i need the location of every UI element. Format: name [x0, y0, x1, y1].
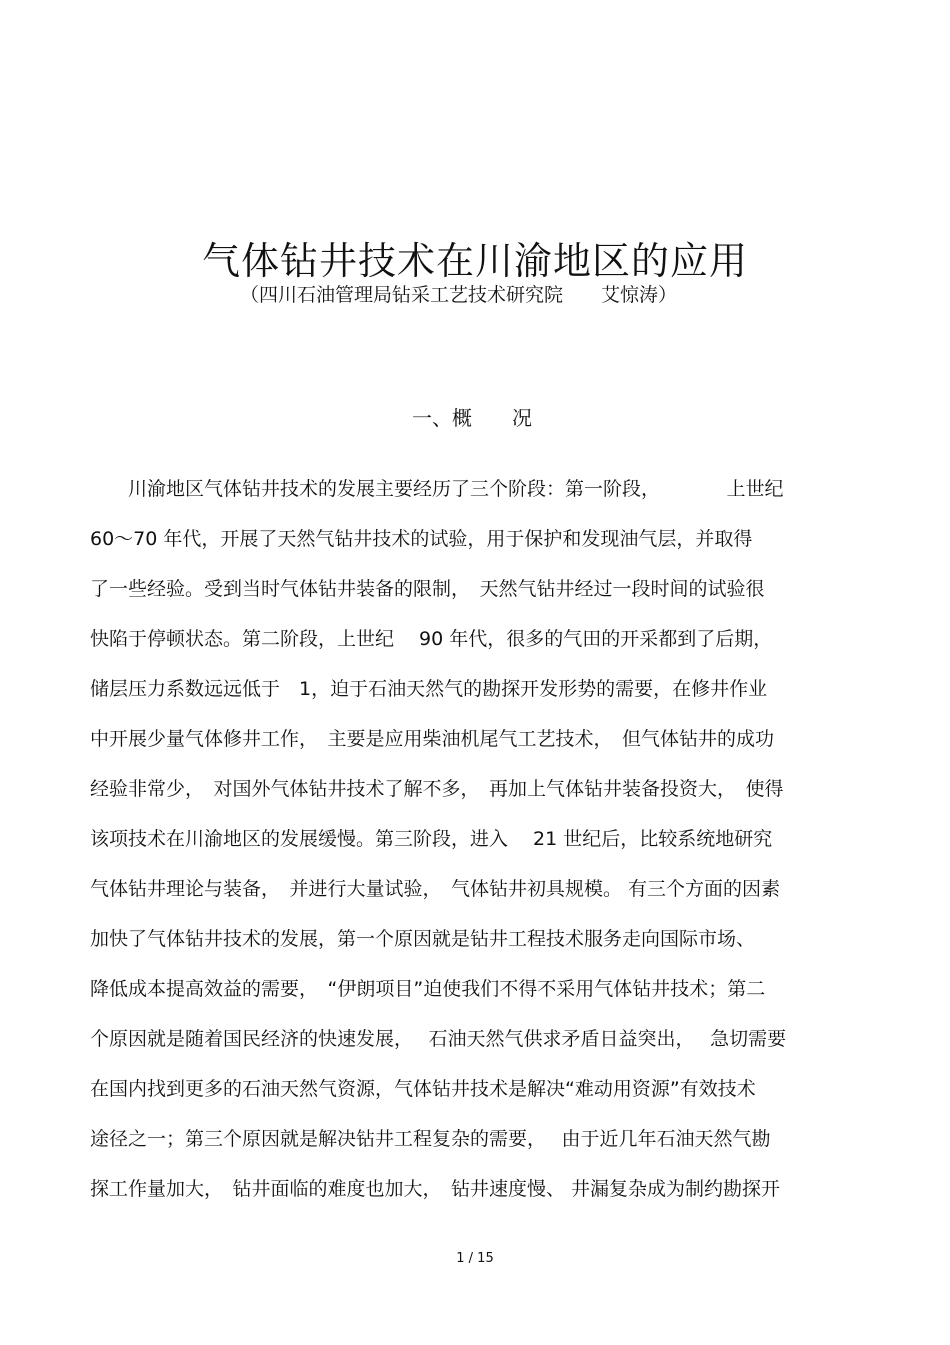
paragraph-line: 降低成本提高效益的需要， “伊朗项目”迫使我们不得不采用气体钻井技术；第二 [90, 978, 766, 1000]
paragraph-line: 该项技术在川渝地区的发展缓慢。第三阶段，进入 21 世纪后，比较系统地研究 [90, 828, 773, 850]
paragraph-line: 在国内找到更多的石油天然气资源，气体钻井技术是解决“难动用资源”有效技术 [90, 1078, 756, 1100]
section-heading: 一、概 况 [412, 406, 532, 430]
page-number: 1 / 15 [456, 1251, 494, 1266]
paragraph-line: 川渝地区气体钻井技术的发展主要经历了三个阶段：第一阶段， 上世纪 [128, 478, 784, 500]
paragraph-line: 中开展少量气体修井工作， 主要是应用柴油机尾气工艺技术， 但气体钻井的成功 [90, 728, 775, 750]
paragraph-line: 60～70 年代，开展了天然气钻井技术的试验，用于保护和发现油气层，并取得 [90, 528, 753, 550]
paragraph-line: 经验非常少， 对国外气体钻井技术了解不多， 再加上气体钻井装备投资大， 使得 [90, 778, 784, 800]
document-title: 气体钻井技术在川渝地区的应用 [201, 239, 748, 284]
paragraph-line: 个原因就是随着国民经济的快速发展， 石油天然气供求矛盾日益突出， 急切需要 [90, 1028, 787, 1050]
paragraph-line: 快陷于停顿状态。第二阶段，上世纪 90 年代，很多的气田的开采都到了后期， [90, 628, 773, 650]
author-affiliation: （四川石油管理局钻采工艺技术研究院 艾惊涛） [240, 284, 678, 306]
paragraph-line: 途径之一；第三个原因就是解决钻井工程复杂的需要， 由于近几年石油天然气勘 [90, 1128, 771, 1150]
paragraph-line: 储层压力系数远远低于 1，迫于石油天然气的勘探开发形势的需要，在修井作业 [90, 678, 768, 700]
paragraph-line: 气体钻井理论与装备， 并进行大量试验， 气体钻井初具规模。 有三个方面的因素 [90, 878, 781, 900]
body-paragraph [90, 474, 870, 1224]
paragraph-line: 了一些经验。受到当时气体钻井装备的限制， 天然气钻井经过一段时间的试验很 [90, 578, 765, 600]
paragraph-line: 加快了气体钻井技术的发展，第一个原因就是钻井工程技术服务走向国际市场、 [90, 928, 756, 950]
paragraph-line: 探工作量加大， 钻井面临的难度也加大， 钻井速度慢、 井漏复杂成为制约勘探开 [90, 1178, 781, 1200]
